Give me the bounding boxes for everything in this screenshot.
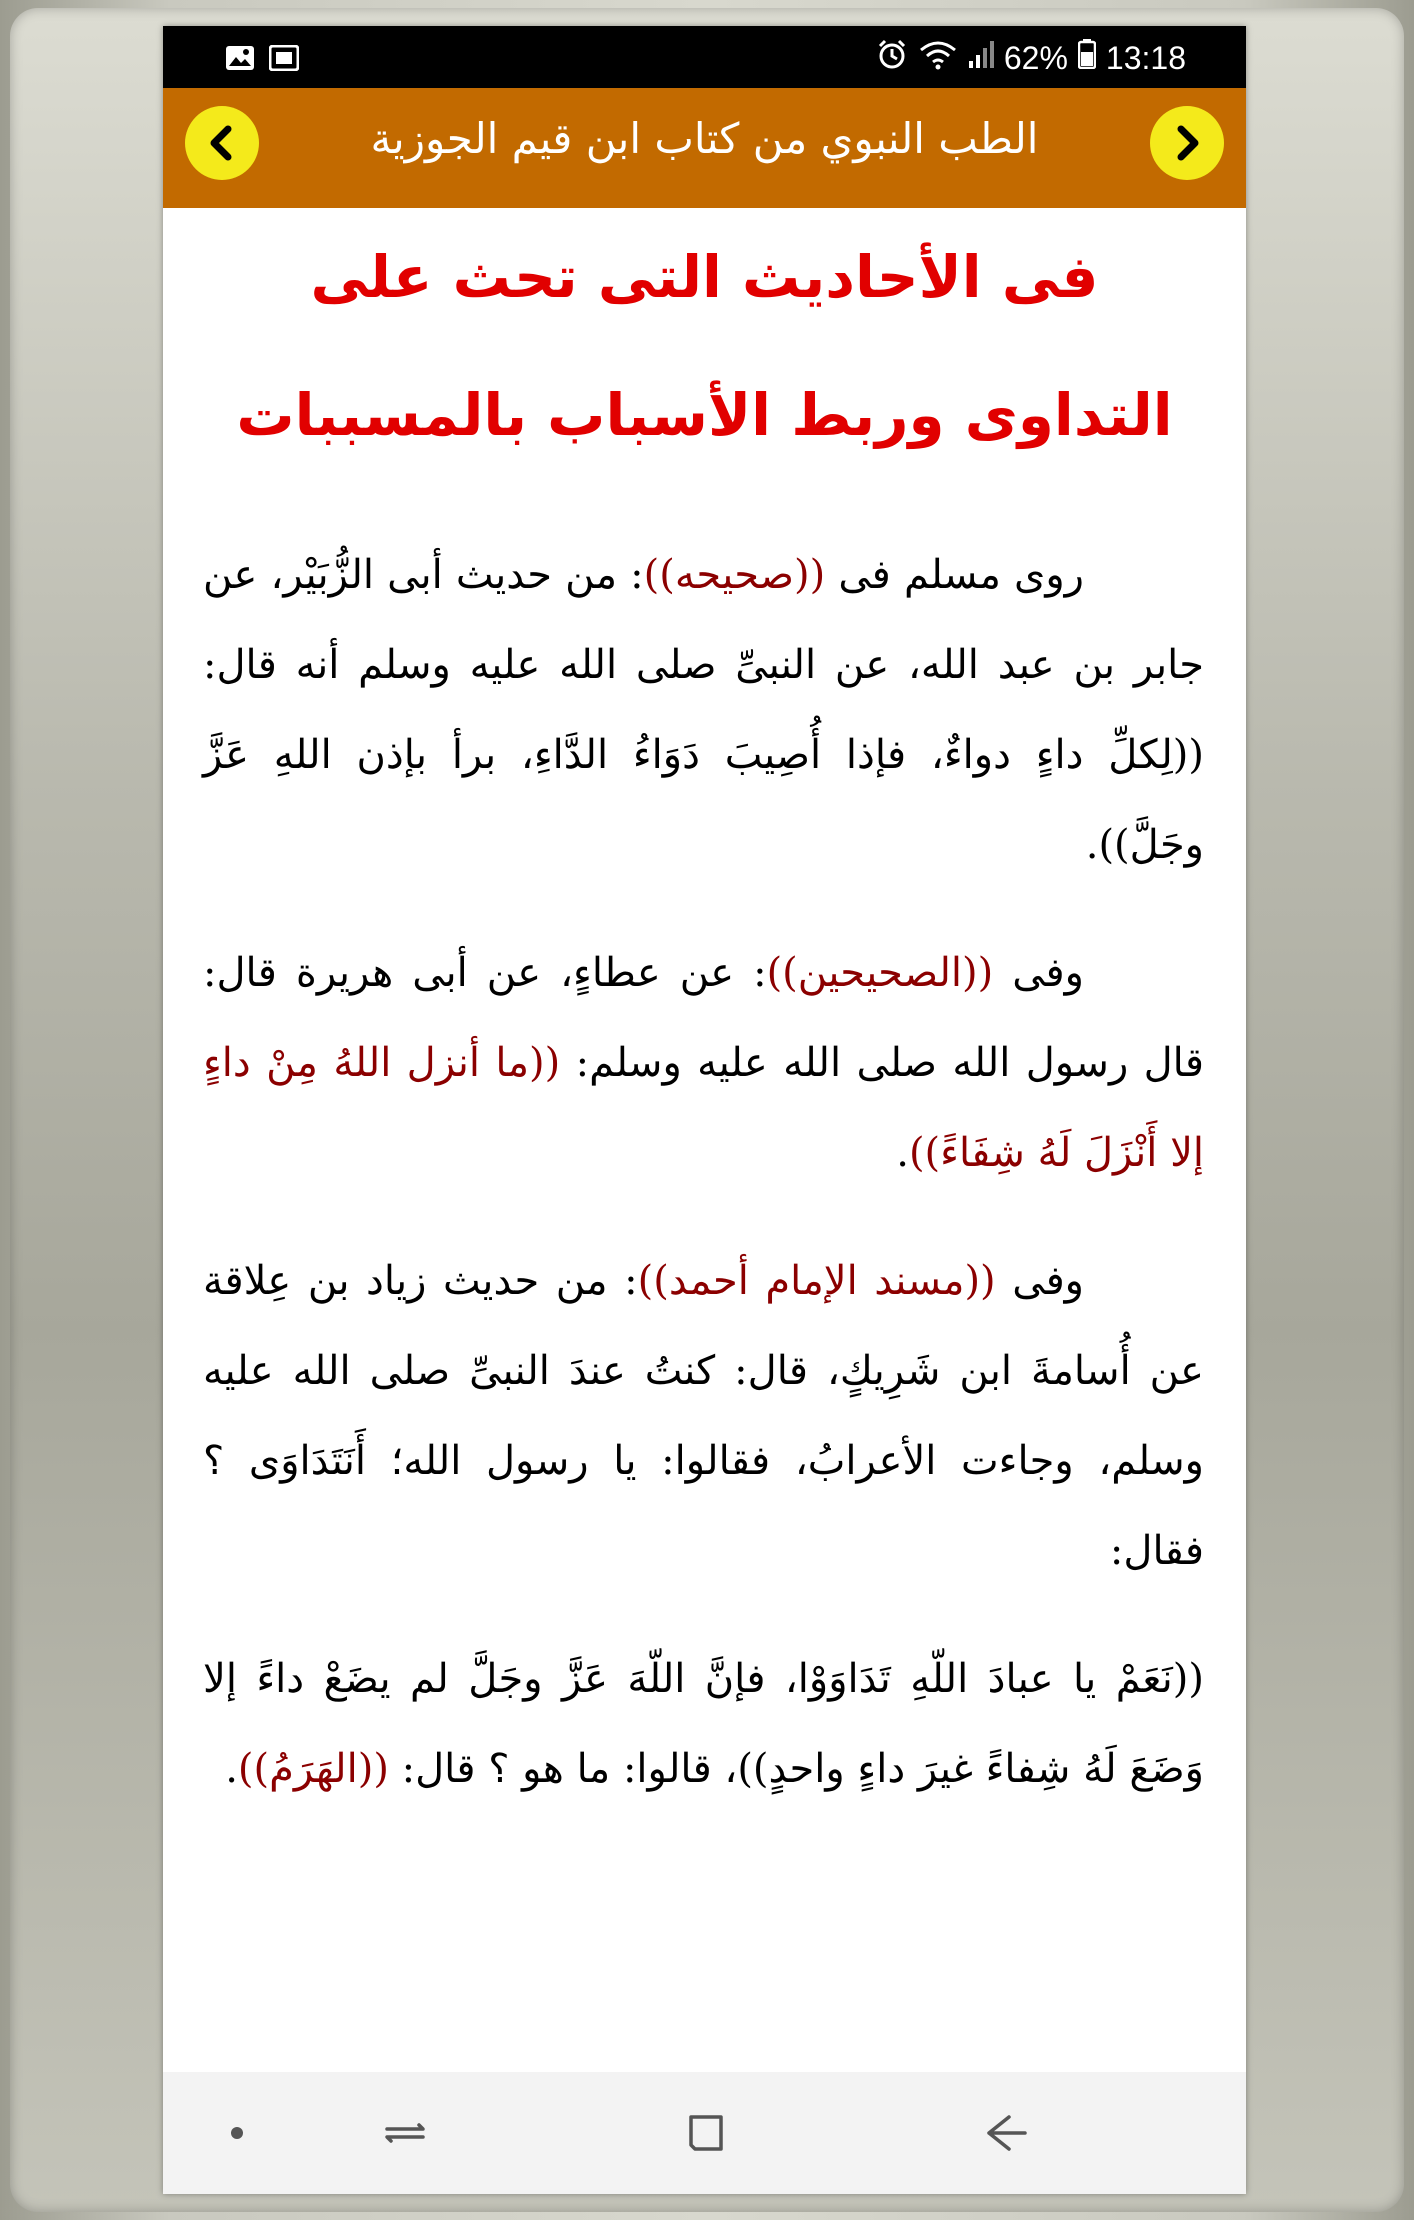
battery-percent: 62%	[1003, 39, 1068, 76]
phone-screen	[163, 26, 1246, 2194]
dot-icon[interactable]	[207, 2110, 267, 2156]
source-reference: ((الصحيحين))	[766, 950, 994, 996]
paragraph-1	[163, 530, 1246, 890]
paragraph-text: : من حديث زياد بن عِلاقة عن أُسامةَ ابن شَرِيكٍ، قال: كنتُ عندَ النبىِّ صلى الله عليه وسلم، وجاءت الأعرابُ، فقالوا: يا رسول الله؛ أَنَتَدَاوَى ؟ فقال:	[203, 1258, 1204, 1574]
back-icon[interactable]	[975, 2110, 1035, 2156]
system-nav-bar	[163, 2072, 1246, 2194]
status-notifications	[225, 42, 299, 79]
paragraph-text: ((نَعَمْ يا عبادَ اللّهِ تَدَاوَوْا، فإنَّ اللّهَ عَزَّ وجَلَّ لم يضَعْ داءً إلا وَضَعَ لَهُ شِفاءً غيرَ داءٍ واحدٍ))، قالوا: ما هو ؟ قال:	[203, 1656, 1204, 1792]
paragraph-2	[163, 928, 1246, 1198]
paragraph-text: .	[896, 1130, 909, 1176]
chevron-left-icon	[202, 123, 242, 163]
next-button[interactable]	[1150, 106, 1224, 180]
app-title: الطب النبوي من كتاب ابن قيم الجوزية	[370, 114, 1039, 163]
article-heading: فى الأحاديث التى تحث على التداوى وربط الأسباب بالمسببات	[236, 243, 1173, 449]
alarm-icon	[876, 38, 908, 78]
paragraph-text: وفى	[995, 1258, 1084, 1304]
paragraph-text: روى مسلم فى	[825, 552, 1084, 598]
battery-icon	[1078, 39, 1096, 77]
paragraph-4	[163, 1634, 1246, 1814]
paragraph-3	[163, 1236, 1246, 1596]
status-system	[876, 38, 1186, 78]
paragraph-text: : من حديث أبى الزُّبَيْر، عن جابر بن عبد الله، عن النبىِّ صلى الله عليه وسلم أنه قال: ((لِكلِّ داءٍ دواءٌ، فإذا أُصِيبَ دَوَاءُ الدَّاءِ، برأ بإذن اللهِ عَزَّ وجَلَّ)).	[203, 552, 1204, 868]
recents-icon[interactable]	[375, 2110, 435, 2156]
gallery-icon	[225, 42, 255, 79]
hadith-quote: ((الهَرَمُ))	[237, 1746, 389, 1792]
wifi-icon	[918, 38, 958, 78]
status-bar	[163, 26, 1246, 88]
hadith-quote: ((ما أنزل اللهُ مِنْ داءٍ إلا أَنْزَلَ لَهُ شِفَاءً))	[203, 1040, 1204, 1176]
app-bar	[163, 88, 1246, 208]
source-reference: ((مسند الإمام أحمد))	[637, 1258, 996, 1304]
signal-icon	[968, 39, 994, 77]
paragraph-text: : عن عطاءٍ، عن أبى هريرة قال: قال رسول الله صلى الله عليه وسلم:	[203, 950, 1204, 1086]
home-icon[interactable]	[675, 2110, 735, 2156]
paragraph-text: .	[225, 1746, 238, 1792]
paragraph-text: وفى	[993, 950, 1084, 996]
chevron-right-icon	[1167, 123, 1207, 163]
screenshot-icon	[269, 42, 299, 79]
source-reference: ((صحيحه))	[643, 552, 826, 598]
previous-button[interactable]	[185, 106, 259, 180]
clock: 13:18	[1105, 39, 1186, 76]
article-content	[163, 208, 1246, 2072]
